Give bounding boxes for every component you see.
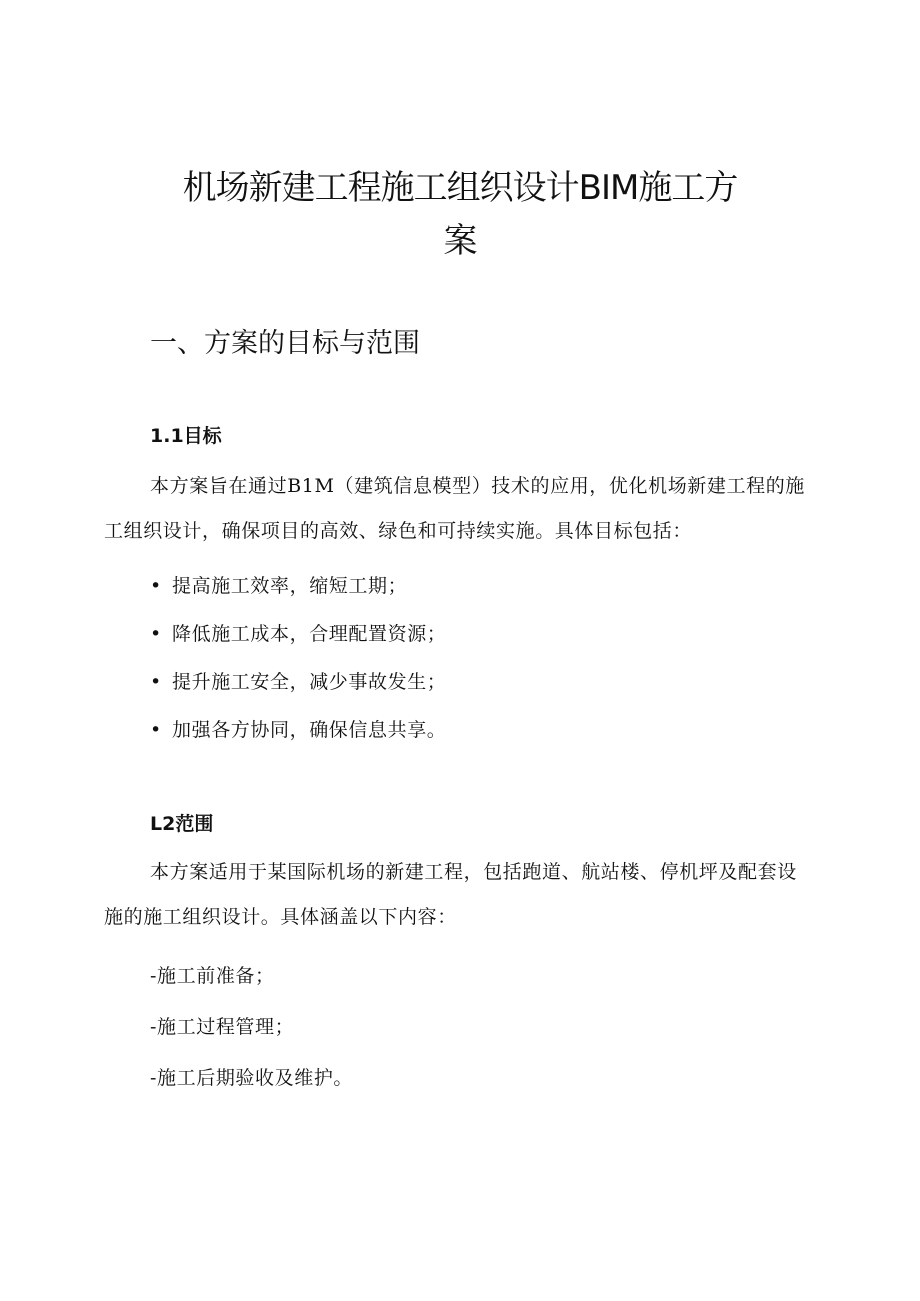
goal-bullet-text: 提高施工效率，缩短工期； xyxy=(172,575,408,597)
subsection-heading-scope: L2范围 xyxy=(150,813,214,835)
scope-paragraph: 本方案适用于某国际机场的新建工程，包括跑道、航站楼、停机坪及配套设施的施工组织设计。具体涵盖以下内容： xyxy=(104,861,797,928)
goal-bullet-item xyxy=(150,572,407,600)
goal-bullet-item xyxy=(150,620,446,648)
goal-bullet-text: 加强各方协同，确保信息共享。 xyxy=(172,719,447,741)
bullet-dot-icon: • xyxy=(150,623,162,645)
document-title-line-2: 案 xyxy=(443,221,477,261)
scope-list-item: -施工后期验收及维护。 xyxy=(150,1067,354,1089)
goal-bullet-item xyxy=(150,716,446,744)
subsection-heading-goals: 1.1目标 xyxy=(150,425,222,447)
goals-paragraph: 本方案旨在通过B1M（建筑信息模型）技术的应用，优化机场新建工程的施工组织设计，确保项目的高效、绿色和可持续实施。具体目标包括： xyxy=(104,475,805,542)
bullet-dot-icon: • xyxy=(150,719,162,741)
goal-bullet-text: 降低施工成本，合理配置资源； xyxy=(172,623,447,645)
section-heading: 一、方案的目标与范围 xyxy=(150,328,420,359)
document-title-line-1: 机场新建工程施工组织设计BIM施工方 xyxy=(182,168,738,208)
document-title xyxy=(100,162,820,268)
goal-bullet-text: 提升施工安全，减少事故发生； xyxy=(172,671,447,693)
scope-list-item: -施工过程管理； xyxy=(150,1016,295,1038)
bullet-dot-icon: • xyxy=(150,575,162,597)
bullet-dot-icon: • xyxy=(150,671,162,693)
scope-list-item: -施工前准备； xyxy=(150,965,275,987)
goal-bullet-item xyxy=(150,668,446,696)
